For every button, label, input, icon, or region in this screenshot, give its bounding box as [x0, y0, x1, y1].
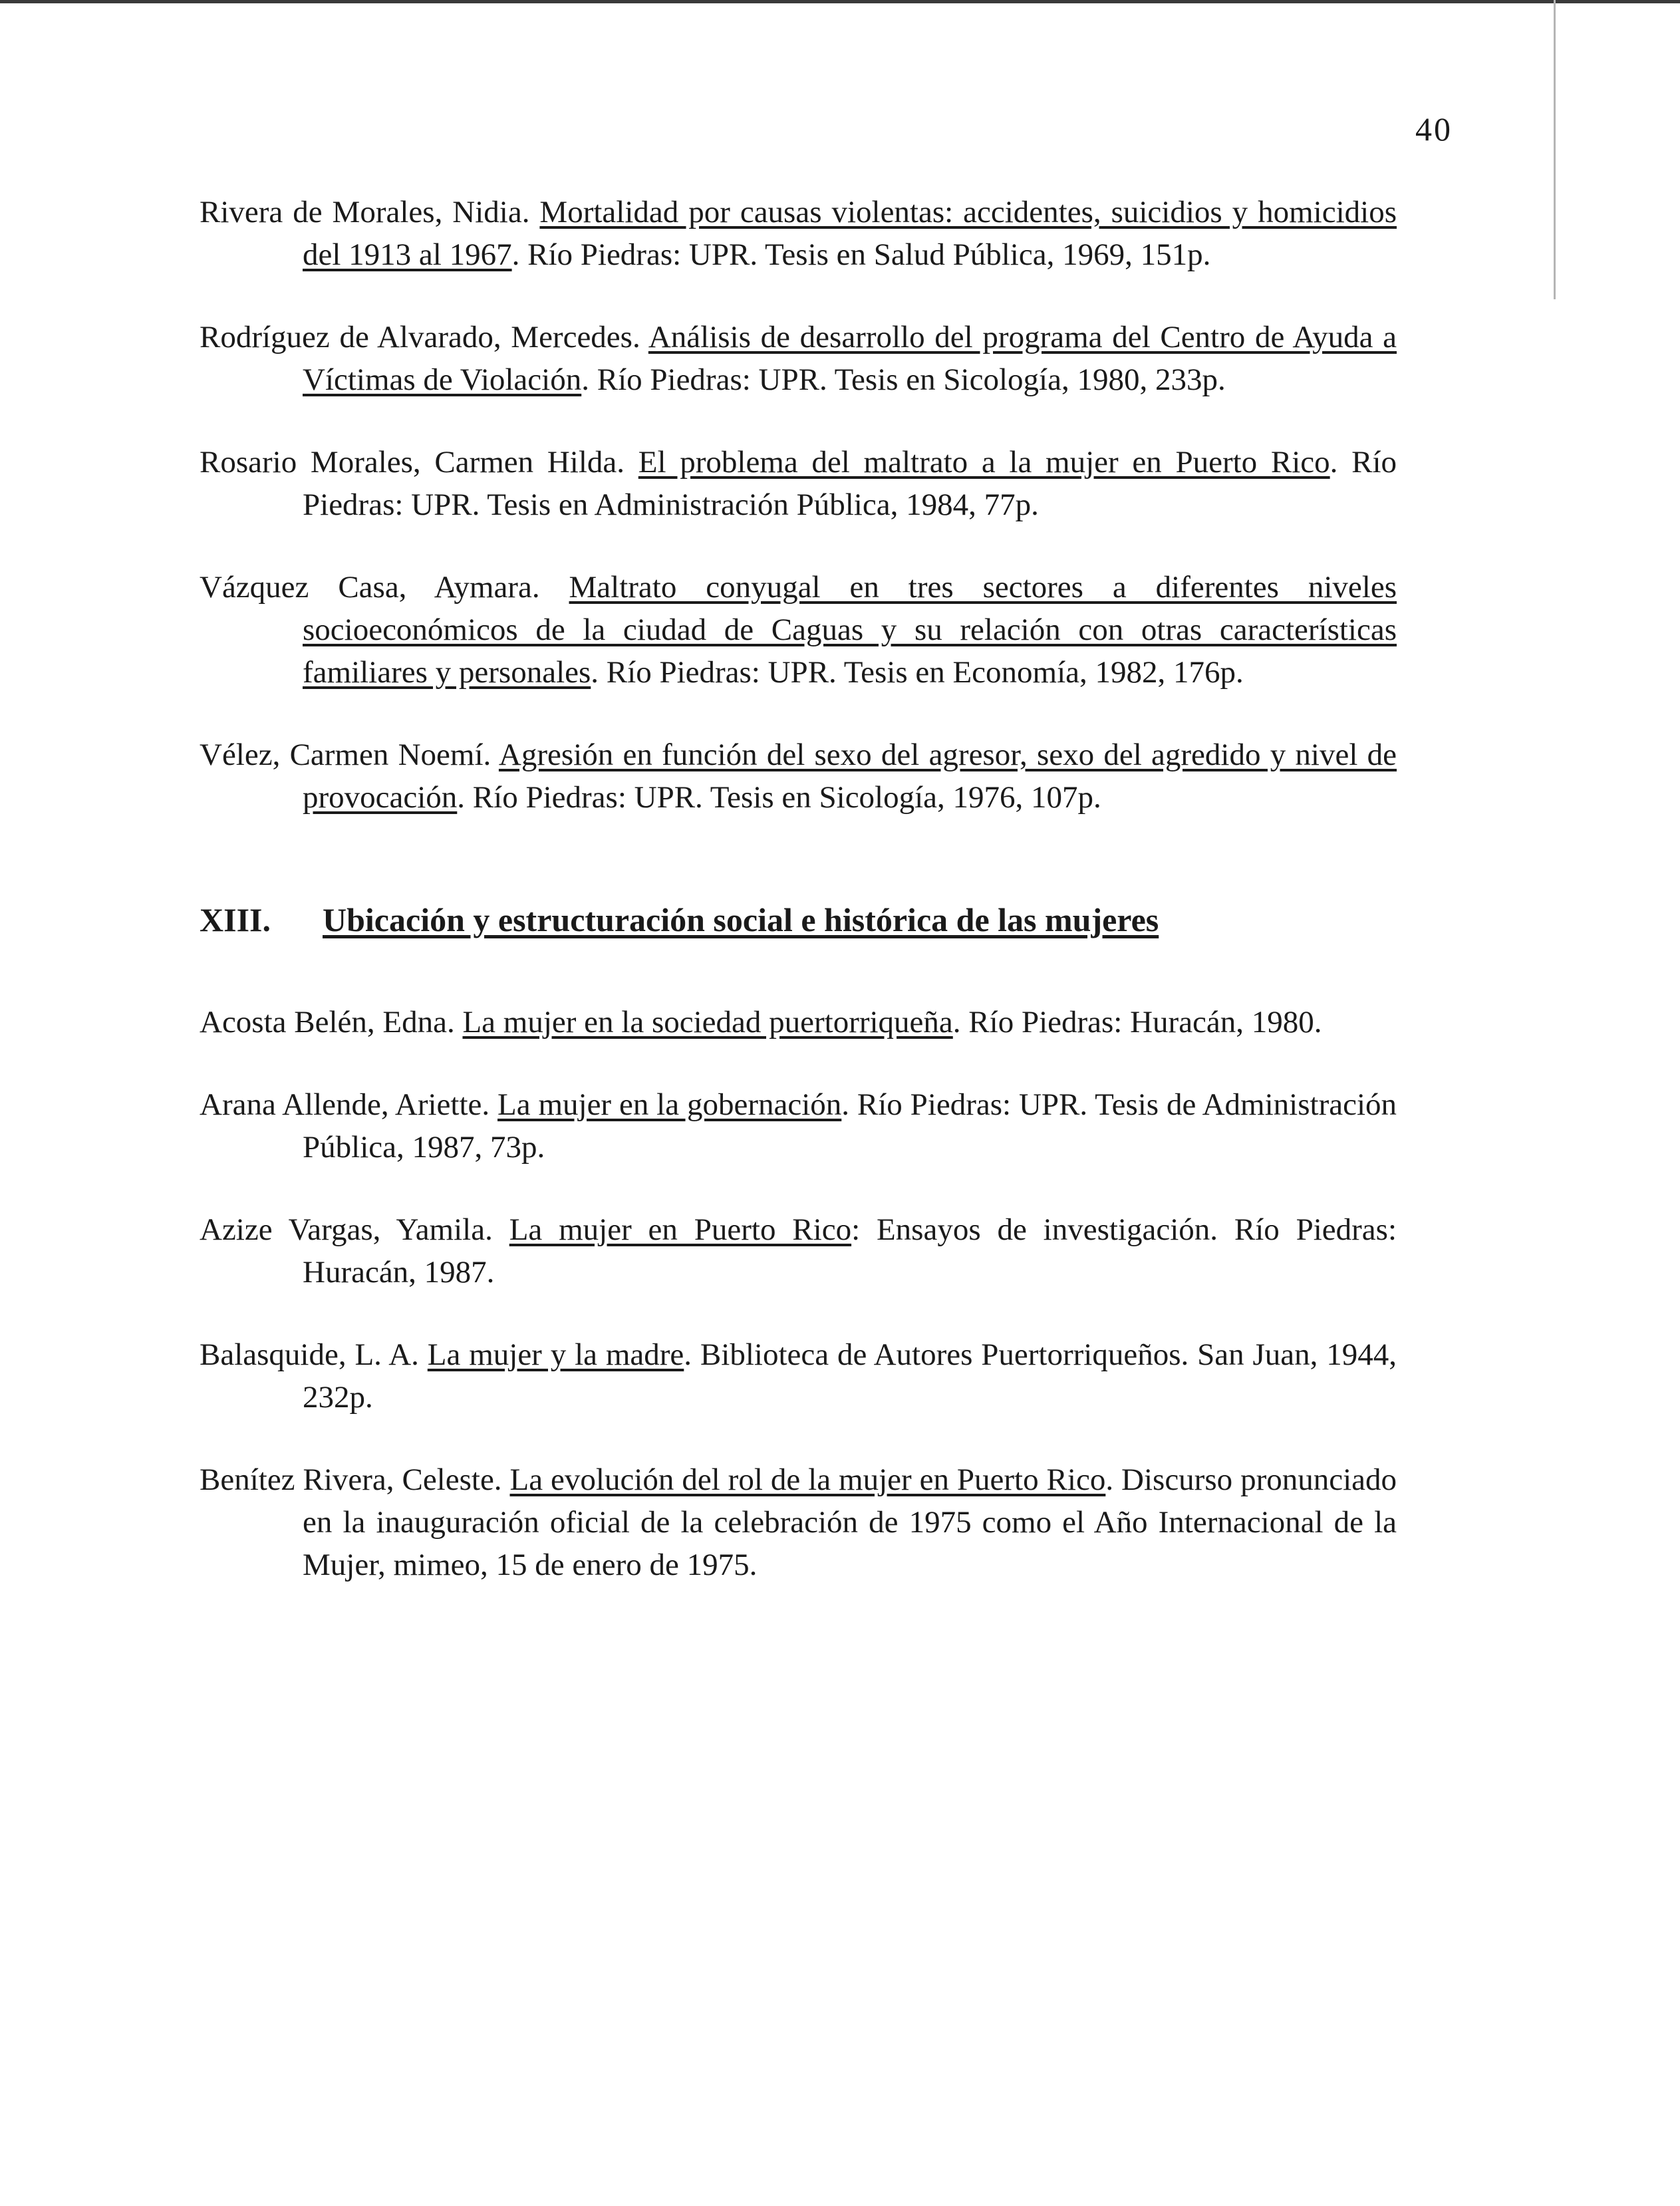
- bibliography-entry: [200, 441, 1397, 526]
- entry-publication: : Ensayos de investigación. Río Piedras: Huracán, 1987.: [303, 1212, 1397, 1290]
- bibliography-entry: [200, 1208, 1397, 1294]
- entry-title: La evolución del rol de la mujer en Puerto Rico: [509, 1462, 1106, 1497]
- bibliography-entry: [200, 1001, 1397, 1043]
- top-border-line: [0, 0, 1680, 3]
- entry-author: Acosta Belén, Edna.: [200, 1005, 455, 1039]
- entry-author: Benítez Rivera, Celeste.: [200, 1462, 502, 1497]
- entry-title: El problema del maltrato a la mujer en Puerto Rico: [638, 445, 1330, 480]
- entry-publication: . Río Piedras: UPR. Tesis en Sicología, 1980, 233p.: [581, 362, 1226, 397]
- bibliography-entry: [200, 1333, 1397, 1419]
- entry-title: La mujer y la madre: [427, 1337, 684, 1372]
- entry-title: La mujer en la gobernación: [497, 1087, 842, 1122]
- entry-author: Arana Allende, Ariette.: [200, 1087, 490, 1122]
- bibliography-entry: [200, 191, 1397, 276]
- entry-title: Agresión en función del sexo del agresor, sexo del agredido y nivel de provocación: [303, 738, 1397, 815]
- bibliography-entry: [200, 316, 1397, 401]
- entry-author: Azize Vargas, Yamila.: [200, 1212, 493, 1247]
- entry-publication: . Río Piedras: Huracán, 1980.: [952, 1005, 1322, 1039]
- section-heading: [200, 898, 1397, 941]
- entry-publication: . Río Piedras: UPR. Tesis en Administración Pública, 1984, 77p.: [303, 445, 1397, 522]
- entry-title: La mujer en la sociedad puertorriqueña: [462, 1005, 953, 1039]
- entry-title: La mujer en Puerto Rico: [509, 1212, 852, 1247]
- entry-publication: . Discurso pronunciado en la inauguración oficial de la celebración de 1975 como el Año Internacional de la Mujer, mimeo, 15 de enero de 1975.: [303, 1462, 1397, 1582]
- bibliography-entry: [200, 566, 1397, 694]
- bibliography-entry: [200, 1458, 1397, 1586]
- entry-author: Rosario Morales, Carmen Hilda.: [200, 445, 625, 480]
- section-number: XIII.: [200, 901, 271, 938]
- entry-publication: . Río Piedras: UPR. Tesis de Administración Pública, 1987, 73p.: [303, 1087, 1397, 1165]
- entry-author: Rivera de Morales, Nidia.: [200, 195, 530, 229]
- entry-publication: . Río Piedras: UPR. Tesis en Salud Pública, 1969, 151p.: [511, 237, 1211, 272]
- bibliography-content: [200, 160, 1397, 1626]
- entry-author: Vázquez Casa, Aymara.: [200, 570, 540, 605]
- entry-publication: . Río Piedras: UPR. Tesis en Economía, 1982, 176p.: [591, 655, 1244, 690]
- right-margin-line: [1554, 0, 1556, 299]
- entry-title: Maltrato conyugal en tres sectores a diferentes niveles socioeconómicos de la ciudad de Caguas y su relación con otras características familiares y personales: [303, 570, 1397, 690]
- entry-author: Balasquide, L. A.: [200, 1337, 419, 1372]
- entry-publication: . Río Piedras: UPR. Tesis en Sicología, 1976, 107p.: [457, 780, 1101, 815]
- entry-title: Mortalidad por causas violentas: accidentes, suicidios y homicidios del 1913 al 1967: [303, 195, 1397, 272]
- entry-author: Vélez, Carmen Noemí.: [200, 738, 491, 772]
- bibliography-entry: [200, 1083, 1397, 1169]
- section-title: Ubicación y estructuración social e histórica de las mujeres: [323, 901, 1159, 938]
- page-number: 40: [1415, 110, 1453, 148]
- entry-title: Análisis de desarrollo del programa del Centro de Ayuda a Víctimas de Violación: [303, 320, 1397, 397]
- bibliography-entry: [200, 734, 1397, 819]
- entry-publication: . Biblioteca de Autores Puertorriqueños. San Juan, 1944, 232p.: [303, 1337, 1397, 1415]
- entry-author: Rodríguez de Alvarado, Mercedes.: [200, 320, 640, 354]
